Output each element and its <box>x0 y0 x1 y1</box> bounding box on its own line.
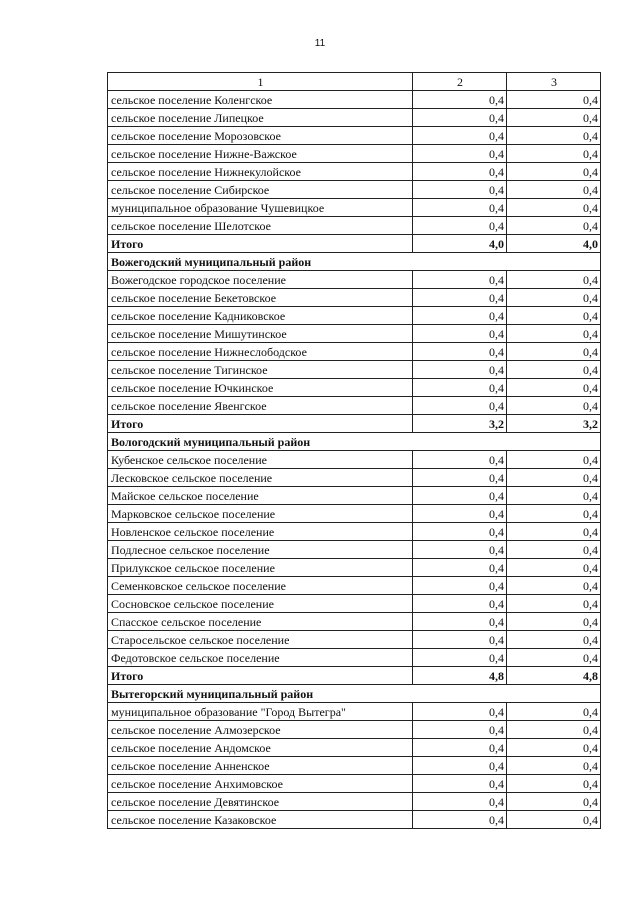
value-col-3: 4,0 <box>507 235 601 253</box>
value-col-2: 0,4 <box>413 541 507 559</box>
table-row <box>108 361 601 379</box>
value-col-2: 0,4 <box>413 811 507 829</box>
value-col-2: 0,4 <box>413 199 507 217</box>
value-col-2: 0,4 <box>413 631 507 649</box>
settlement-name: сельское поселение Бекетовское <box>108 289 413 307</box>
table-row <box>108 109 601 127</box>
settlement-name: сельское поселение Сибирское <box>108 181 413 199</box>
table-row <box>108 775 601 793</box>
value-col-3: 0,4 <box>507 649 601 667</box>
value-col-3: 0,4 <box>507 793 601 811</box>
value-col-3: 0,4 <box>507 379 601 397</box>
settlement-name: Вожегодское городское поселение <box>108 271 413 289</box>
value-col-3: 0,4 <box>507 469 601 487</box>
settlement-name: сельское поселение Анненское <box>108 757 413 775</box>
table-row <box>108 325 601 343</box>
district-name: Вытегорский муниципальный район <box>108 685 601 703</box>
value-col-2: 0,4 <box>413 109 507 127</box>
value-col-2: 0,4 <box>413 559 507 577</box>
total-label: Итого <box>108 667 413 685</box>
table-row <box>108 793 601 811</box>
table-row <box>108 523 601 541</box>
settlement-name: муниципальное образование "Город Вытегра" <box>108 703 413 721</box>
table-row <box>108 271 601 289</box>
value-col-2: 0,4 <box>413 289 507 307</box>
settlement-name: сельское поселение Нижнеслободское <box>108 343 413 361</box>
value-col-2: 0,4 <box>413 181 507 199</box>
value-col-3: 0,4 <box>507 163 601 181</box>
value-col-3: 0,4 <box>507 505 601 523</box>
value-col-2: 0,4 <box>413 577 507 595</box>
value-col-3: 0,4 <box>507 721 601 739</box>
settlement-name: Марковское сельское поселение <box>108 505 413 523</box>
settlement-name: сельское поселение Мишутинское <box>108 325 413 343</box>
settlement-name: сельское поселение Алмозерское <box>108 721 413 739</box>
value-col-2: 0,4 <box>413 721 507 739</box>
value-col-2: 0,4 <box>413 325 507 343</box>
settlement-name: сельское поселение Шелотское <box>108 217 413 235</box>
value-col-2: 0,4 <box>413 91 507 109</box>
total-row <box>108 235 601 253</box>
table-row <box>108 487 601 505</box>
district-name: Вожегодский муниципальный район <box>108 253 601 271</box>
table-row <box>108 469 601 487</box>
value-col-2: 0,4 <box>413 163 507 181</box>
value-col-3: 0,4 <box>507 559 601 577</box>
column-header-1: 1 <box>108 73 413 91</box>
value-col-2: 0,4 <box>413 793 507 811</box>
value-col-3: 3,2 <box>507 415 601 433</box>
value-col-2: 0,4 <box>413 505 507 523</box>
table-row <box>108 811 601 829</box>
table-row <box>108 91 601 109</box>
table-row <box>108 397 601 415</box>
table-row <box>108 757 601 775</box>
allocation-table <box>107 72 601 829</box>
table-row <box>108 145 601 163</box>
table-row <box>108 613 601 631</box>
value-col-3: 0,4 <box>507 145 601 163</box>
settlement-name: Старосельское сельское поселение <box>108 631 413 649</box>
value-col-2: 0,4 <box>413 307 507 325</box>
value-col-2: 0,4 <box>413 703 507 721</box>
value-col-2: 0,4 <box>413 613 507 631</box>
district-header-row <box>108 685 601 703</box>
table-header-row <box>108 73 601 91</box>
table-row <box>108 127 601 145</box>
table-row <box>108 595 601 613</box>
table-row <box>108 739 601 757</box>
value-col-3: 0,4 <box>507 91 601 109</box>
value-col-2: 0,4 <box>413 757 507 775</box>
column-header-3: 3 <box>507 73 601 91</box>
table-row <box>108 343 601 361</box>
total-row <box>108 667 601 685</box>
value-col-3: 0,4 <box>507 703 601 721</box>
table-row <box>108 559 601 577</box>
value-col-3: 0,4 <box>507 757 601 775</box>
value-col-3: 0,4 <box>507 577 601 595</box>
district-name: Вологодский муниципальный район <box>108 433 601 451</box>
value-col-3: 0,4 <box>507 181 601 199</box>
table-row <box>108 307 601 325</box>
value-col-2: 4,0 <box>413 235 507 253</box>
value-col-2: 0,4 <box>413 451 507 469</box>
value-col-3: 0,4 <box>507 451 601 469</box>
table-row <box>108 217 601 235</box>
value-col-3: 0,4 <box>507 307 601 325</box>
value-col-3: 0,4 <box>507 541 601 559</box>
value-col-3: 0,4 <box>507 271 601 289</box>
table-row <box>108 649 601 667</box>
settlement-name: Майское сельское поселение <box>108 487 413 505</box>
district-header-row <box>108 253 601 271</box>
value-col-3: 0,4 <box>507 811 601 829</box>
settlement-name: сельское поселение Морозовское <box>108 127 413 145</box>
value-col-2: 0,4 <box>413 487 507 505</box>
settlement-name: Федотовское сельское поселение <box>108 649 413 667</box>
settlement-name: сельское поселение Явенгское <box>108 397 413 415</box>
value-col-3: 0,4 <box>507 217 601 235</box>
settlement-name: сельское поселение Анхимовское <box>108 775 413 793</box>
value-col-3: 0,4 <box>507 631 601 649</box>
value-col-3: 0,4 <box>507 109 601 127</box>
value-col-2: 4,8 <box>413 667 507 685</box>
settlement-name: Спасское сельское поселение <box>108 613 413 631</box>
value-col-2: 0,4 <box>413 739 507 757</box>
value-col-2: 0,4 <box>413 469 507 487</box>
settlement-name: Семенковское сельское поселение <box>108 577 413 595</box>
value-col-3: 0,4 <box>507 397 601 415</box>
settlement-name: сельское поселение Кадниковское <box>108 307 413 325</box>
value-col-3: 4,8 <box>507 667 601 685</box>
settlement-name: Прилукское сельское поселение <box>108 559 413 577</box>
page-number: 11 <box>314 38 326 49</box>
value-col-3: 0,4 <box>507 325 601 343</box>
table-row <box>108 721 601 739</box>
value-col-2: 0,4 <box>413 379 507 397</box>
table-row <box>108 181 601 199</box>
value-col-3: 0,4 <box>507 523 601 541</box>
value-col-2: 0,4 <box>413 649 507 667</box>
settlement-name: Новленское сельское поселение <box>108 523 413 541</box>
settlement-name: Подлесное сельское поселение <box>108 541 413 559</box>
settlement-name: сельское поселение Девятинское <box>108 793 413 811</box>
table-row <box>108 703 601 721</box>
table-row <box>108 631 601 649</box>
settlement-name: сельское поселение Липецкое <box>108 109 413 127</box>
value-col-3: 0,4 <box>507 775 601 793</box>
value-col-2: 0,4 <box>413 343 507 361</box>
value-col-2: 0,4 <box>413 127 507 145</box>
value-col-3: 0,4 <box>507 487 601 505</box>
table-row <box>108 289 601 307</box>
district-header-row <box>108 433 601 451</box>
value-col-2: 0,4 <box>413 595 507 613</box>
value-col-3: 0,4 <box>507 361 601 379</box>
table-row <box>108 199 601 217</box>
table-row <box>108 451 601 469</box>
value-col-3: 0,4 <box>507 595 601 613</box>
value-col-2: 0,4 <box>413 145 507 163</box>
value-col-3: 0,4 <box>507 289 601 307</box>
settlement-name: Лесковское сельское поселение <box>108 469 413 487</box>
value-col-2: 0,4 <box>413 397 507 415</box>
value-col-2: 0,4 <box>413 271 507 289</box>
value-col-3: 0,4 <box>507 199 601 217</box>
value-col-3: 0,4 <box>507 343 601 361</box>
table-body <box>108 91 601 829</box>
value-col-3: 0,4 <box>507 739 601 757</box>
table-row <box>108 163 601 181</box>
table-row <box>108 379 601 397</box>
settlement-name: Сосновское сельское поселение <box>108 595 413 613</box>
settlement-name: сельское поселение Нижнекулойское <box>108 163 413 181</box>
table-row <box>108 577 601 595</box>
total-label: Итого <box>108 235 413 253</box>
column-header-2: 2 <box>413 73 507 91</box>
value-col-2: 3,2 <box>413 415 507 433</box>
settlement-name: муниципальное образование Чушевицкое <box>108 199 413 217</box>
settlement-name: сельское поселение Коленгское <box>108 91 413 109</box>
value-col-2: 0,4 <box>413 775 507 793</box>
value-col-2: 0,4 <box>413 361 507 379</box>
settlement-name: сельское поселение Тигинское <box>108 361 413 379</box>
value-col-3: 0,4 <box>507 127 601 145</box>
table-row <box>108 505 601 523</box>
value-col-2: 0,4 <box>413 523 507 541</box>
settlement-name: сельское поселение Казаковское <box>108 811 413 829</box>
value-col-2: 0,4 <box>413 217 507 235</box>
settlement-name: сельское поселение Андомское <box>108 739 413 757</box>
table-row <box>108 541 601 559</box>
total-label: Итого <box>108 415 413 433</box>
settlement-name: сельское поселение Ючкинское <box>108 379 413 397</box>
total-row <box>108 415 601 433</box>
settlement-name: Кубенское сельское поселение <box>108 451 413 469</box>
settlement-name: сельское поселение Нижне-Важское <box>108 145 413 163</box>
value-col-3: 0,4 <box>507 613 601 631</box>
